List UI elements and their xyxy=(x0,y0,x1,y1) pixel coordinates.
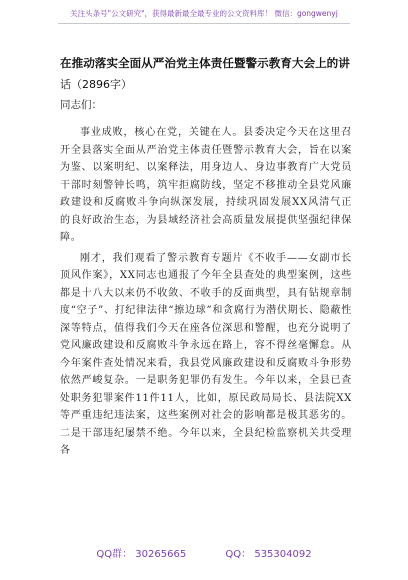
greeting: 同志们： xyxy=(60,99,102,111)
paragraph-2: 刚才，我们观看了警示教育专题片《不收手——女副市长顶风作案》，XX同志也通报了今年全县查处的典型案例，这些都是十八大以来仍不收敛、不收手的反面典型，具有钻规章制度“空子”、打纪律法律“擦边球”和贪腐行为潜伏期长、隐蔽性深等特点，值得我们今天在座各位深思和警醒，也充分说明了党风廉政建设和反腐败斗争永远在路上，容不得丝毫懈怠。从今年案件查处情况来看，我县党风廉政建设和反腐败斗争形势依然严峻复杂。一是职务犯罪仍有发生。今年以来，全县已查处职务犯罪案件11件11人，比如，原民政局局长、县法院XX等严重违纪违法案，这些案例对社会的影响都是极其恶劣的。二是干部违纪屡禁不绝。今年以来，全县纪检监察机关共受理各 xyxy=(60,252,352,456)
title-line-1: 在推动落实全面从严治党主体责任暨警示教育大会上的讲 xyxy=(60,56,350,70)
footer-qq: QQ： 535304092 xyxy=(225,549,312,560)
footer-contact xyxy=(0,545,408,560)
paragraph-1: 事业成败，核心在党，关键在人。县委决定今天在这里召开全县落实全面从严治党主体责任暨警示教育大会，旨在以案为鉴、以案明纪、以案释法，用身边人、身边事教育广大党员干部时刻警钟长鸣，筑牢拒腐防线，坚定不移推动全县党风廉政建设和反腐败斗争向纵深发展，持续巩固发展XX风清气正的良好政治生态，为县域经济社会高质量发展提供坚强纪律保障。 xyxy=(60,127,352,243)
footer-qq-group: QQ群： 30265665 xyxy=(96,549,187,560)
document-title xyxy=(60,52,360,96)
header-note: 关注头条号"公文研究"，获得最新最全最专业的公文资料库！ 微信：gongwenyj xyxy=(70,9,338,18)
document-body xyxy=(60,124,352,460)
title-line-2: 话（2896字） xyxy=(60,78,132,91)
header-divider xyxy=(58,23,350,24)
